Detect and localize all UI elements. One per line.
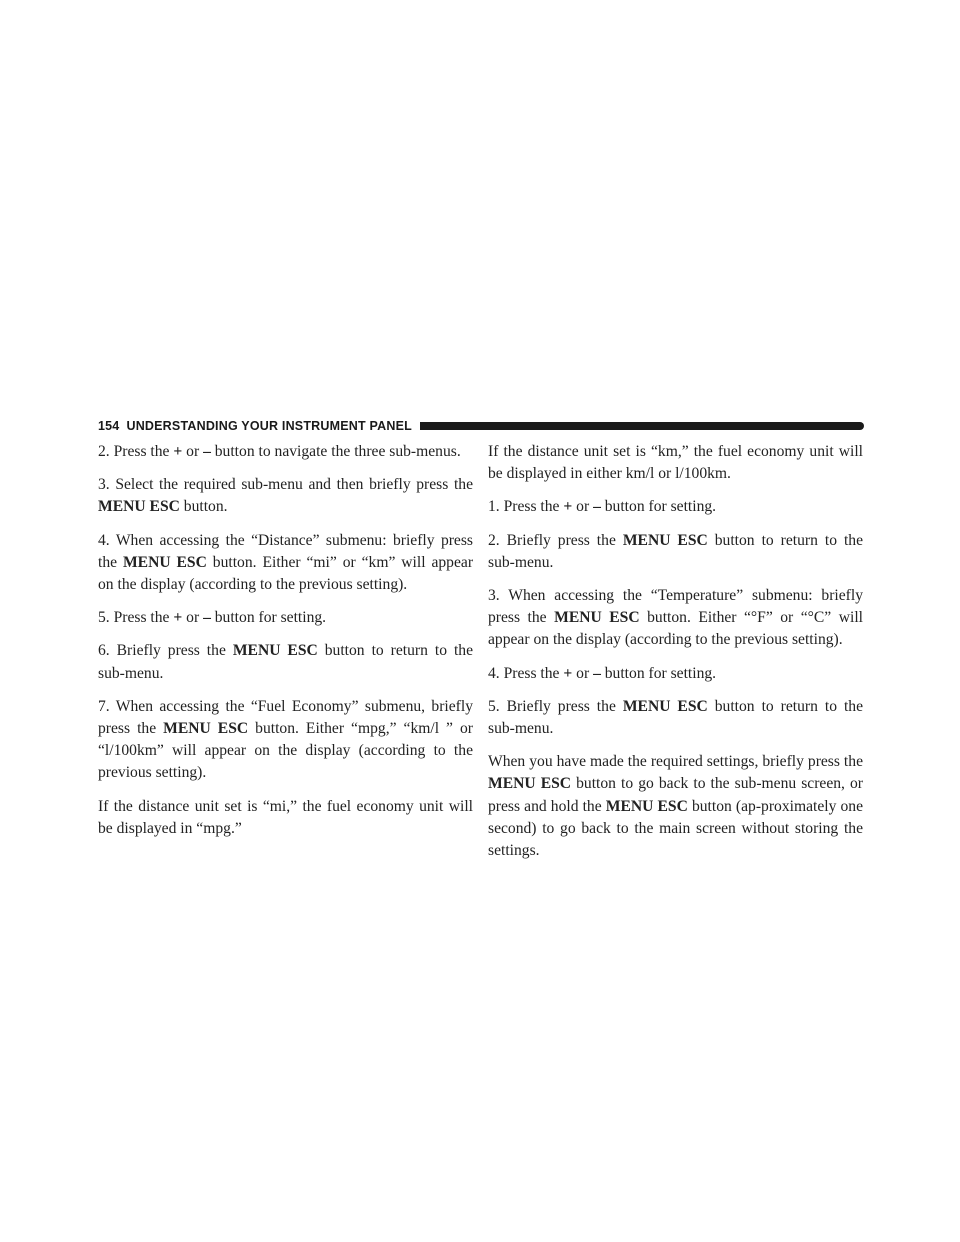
menu-esc-label: MENU ESC [622,697,708,715]
km-unit-paragraph [488,441,863,485]
temperature-step-5-paragraph [488,696,863,740]
text: button to navigate the three sub-menus. [210,443,461,460]
page-header [98,417,864,435]
text: 4. When accessing the “Distance” submenu: briefly press the [98,531,473,571]
text: button to return to the sub-menu. [488,697,864,738]
temperature-step-3-paragraph [488,585,863,652]
mi-unit-paragraph [98,796,473,840]
minus-button-label: – [593,498,601,516]
menu-esc-label: MENU ESC [622,531,708,549]
text: button (ap-proximately one second) to go back to the main screen without storing the settings. [488,797,863,860]
text: 5. Press the [98,609,174,627]
text: 1. Press the [488,498,564,516]
text: button for setting. [600,498,717,516]
plus-button-label: + [563,664,573,682]
text: 6. Briefly press the [98,642,233,660]
text: button. Either “mpg,” “km/l ” or “l/100km” will appear on the display (according to the previous setting). [98,720,473,782]
text: or [182,443,204,460]
right-column [488,441,863,873]
step-7-paragraph [98,696,473,785]
plus-button-label: + [563,498,573,516]
temperature-step-4-paragraph [488,663,863,685]
text: 2. Press the [98,443,174,460]
text: 5. Briefly press the [488,697,623,715]
step-2-paragraph [98,441,473,463]
text: button. Either “°F” or “°C” will appear on the display (according to the previous setting). [488,609,863,649]
finish-settings-paragraph [488,751,863,862]
menu-esc-label: MENU ESC [605,797,688,815]
plus-button-label: + [173,609,183,627]
text: When you have made the required settings, briefly press the [488,753,863,771]
plus-button-label: + [173,443,183,460]
minus-button-label: – [203,443,211,460]
fuel-step-1-paragraph [488,496,863,518]
text: 4. Press the [488,664,564,682]
text: button. [179,498,228,516]
menu-esc-label: MENU ESC [122,553,207,571]
text: or [572,498,594,516]
text: button for setting. [210,609,327,627]
text: 3. Select the required sub-menu and then briefly press the [98,476,473,494]
text: If the distance unit set is “mi,” the fuel economy unit will be displayed in “mpg.” [98,797,473,837]
text: 2. Briefly press the [488,531,623,549]
text: or [182,609,204,627]
menu-esc-label: MENU ESC [98,498,180,516]
step-6-paragraph [98,640,473,684]
section-title: UNDERSTANDING YOUR INSTRUMENT PANEL [126,419,412,433]
page-number: 154 [98,419,120,433]
menu-esc-label: MENU ESC [163,720,249,738]
text: button to go back to the sub-menu screen, or press and hold the [488,775,863,815]
menu-esc-label: MENU ESC [554,609,640,627]
left-column [98,441,473,851]
step-5-paragraph [98,607,473,629]
minus-button-label: – [203,609,211,627]
text: or [572,664,594,682]
text: 7. When accessing the “Fuel Economy” submenu, briefly press the [98,697,473,738]
minus-button-label: – [593,664,601,682]
text: If the distance unit set is “km,” the fuel economy unit will be displayed in either km/l or l/100km. [488,443,863,483]
step-3-paragraph [98,474,473,518]
text: button to return to the sub-menu. [488,531,864,571]
text: button for setting. [600,664,717,682]
text: button to return to the sub-menu. [98,642,474,682]
header-rule [420,422,864,430]
text: button. Either “mi” or “km” will appear on the display (according to the previous setting). [98,553,474,594]
menu-esc-label: MENU ESC [232,642,318,660]
text: 3. When accessing the “Temperature” submenu: briefly press the [488,587,863,627]
step-4-paragraph [98,530,473,597]
fuel-step-2-paragraph [488,530,863,574]
menu-esc-label: MENU ESC [488,775,572,793]
